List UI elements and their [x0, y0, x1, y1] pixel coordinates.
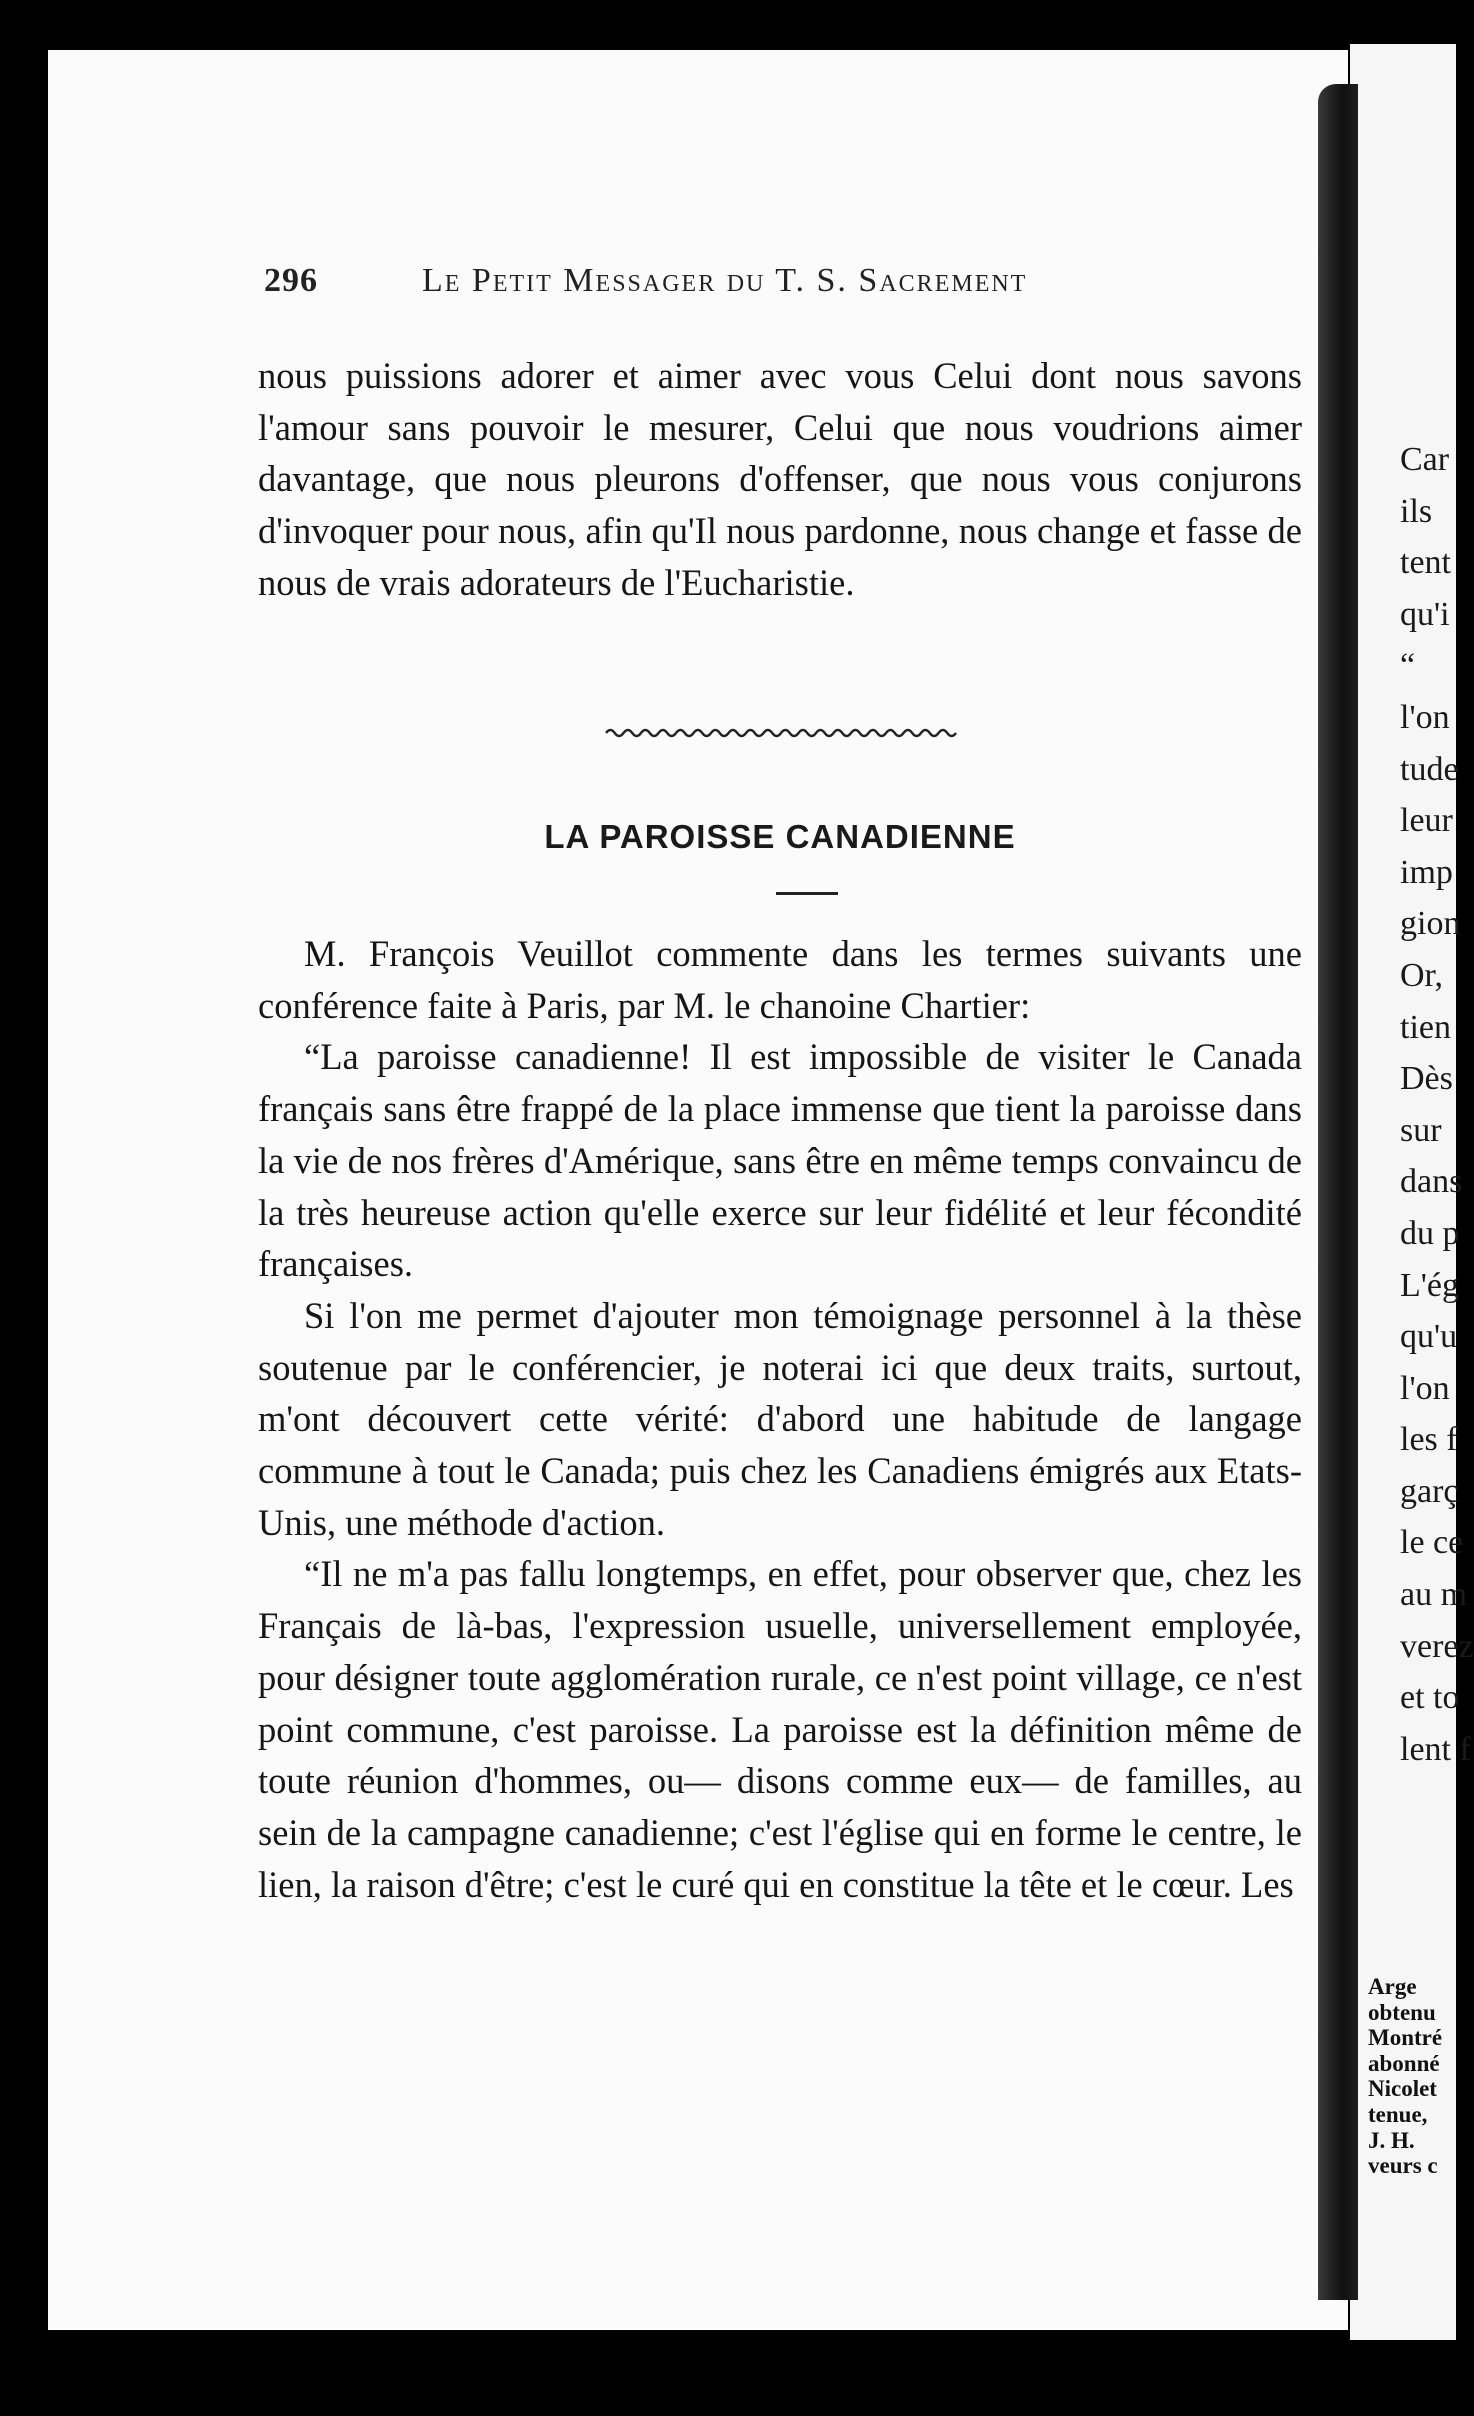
section-title: LA PAROISSE CANADIENNE — [544, 818, 1016, 855]
paragraph: Si l'on me permet d'ajouter mon témoignage personnel à la thèse soutenue par le conférencier, je noterai ici que deux traits, surtout, m'ont découvert cette vérité: d'abord une habitude de langage commune à tout le Canada; puis chez les Canadiens émigrés aux Etats-Unis, une méthode d'action. — [258, 1294, 1302, 1543]
facing-line: tien — [1400, 1008, 1451, 1046]
facing-line: dans — [1400, 1163, 1463, 1201]
paragraph: M. François Veuillot commente dans les termes suivants une conférence faite à Paris, par M. le chanoine Chartier: — [258, 933, 1302, 1026]
facing-line: le ce — [1400, 1524, 1464, 1562]
opening-paragraph: nous puissions adorer et aimer avec vous Celui dont nous savons l'amour sans pouvoir le mesurer, Celui que nous voudrions aimer davantage, que nous pleurons d'offenser, que nous vous conjurons d'invoquer pour nous, afin qu'Il nous pardonne, nous change et fasse de nous de vrais adorateurs de l'Eucharistie. — [258, 355, 1302, 603]
paragraph: “La paroisse canadienne! Il est impossible de visiter le Canada français sans être frappé de la place immense que tient la paroisse dans la vie de nos frères d'Amérique, sans être en même temps convaincu de la très heureuse action qu'elle exerce sur leur fidélité et leur fécondité françaises. — [258, 1036, 1302, 1285]
facing-page — [1350, 44, 1474, 2340]
facing-line: L'ég — [1400, 1266, 1459, 1304]
title-rule — [776, 892, 838, 895]
facing-line: l'on — [1400, 698, 1450, 736]
facing-line: Car — [1400, 441, 1450, 478]
facing-line: ils — [1400, 492, 1433, 530]
running-title: Le Petit Messager du T. S. Sacrement — [422, 262, 1028, 299]
facing-line: qu'i — [1400, 595, 1450, 633]
facing-footnote-line: tenue, — [1368, 2101, 1428, 2127]
page-number: 296 — [264, 262, 318, 299]
facing-line: gion — [1400, 905, 1461, 943]
facing-line: “ — [1400, 647, 1416, 685]
page-gutter — [1318, 84, 1358, 2300]
running-header — [264, 262, 1264, 306]
facing-line: qu'u — [1400, 1318, 1458, 1356]
facing-page-footnote — [1368, 1974, 1442, 2179]
facing-line: verez — [1400, 1627, 1474, 1665]
opening-paragraph-block — [258, 350, 1302, 609]
facing-footnote-line: abonné — [1368, 2050, 1440, 2076]
facing-footnote-line: J. H. — [1368, 2127, 1415, 2153]
facing-line: au m — [1400, 1576, 1468, 1614]
facing-footnote-line: veurs c — [1368, 2153, 1438, 2179]
facing-line: tude — [1400, 750, 1459, 788]
facing-line: du p — [1400, 1214, 1460, 1252]
facing-line: imp — [1400, 853, 1453, 891]
facing-line: tent — [1400, 544, 1451, 582]
facing-line: Or, — [1400, 956, 1444, 994]
facing-line: leur — [1400, 802, 1453, 840]
facing-line: lent f — [1400, 1730, 1471, 1768]
facing-footnote-line: Arge — [1368, 1974, 1417, 1999]
article-body — [258, 928, 1302, 1910]
facing-line: l'on — [1400, 1369, 1450, 1407]
facing-line: Dès — [1400, 1060, 1453, 1098]
wavy-ornament-divider — [606, 726, 956, 740]
facing-footnote-line: Nicolet — [1368, 2076, 1437, 2102]
facing-line: les f — [1400, 1421, 1458, 1459]
facing-line: garç — [1400, 1472, 1459, 1510]
paragraph: “Il ne m'a pas fallu longtemps, en effet, pour observer que, chez les Français de là-bas, l'expression usuelle, universellement employée, pour désigner toute agglomération rurale, ce n'est point village, ce n'est point commune, c'est paroisse. La paroisse est la définition même de toute réunion d'hommes, ou— disons comme eux— de familles, au sein de la campagne canadienne; c'est l'église qui en forme le centre, le lien, la raison d'être; c'est le curé qui en constitue la tête et le cœur. Les — [258, 1553, 1302, 1905]
facing-line: et to — [1400, 1679, 1460, 1717]
facing-footnote-line: Montré — [1368, 2025, 1443, 2051]
facing-line: sur — [1400, 1111, 1442, 1149]
facing-page-text — [1400, 434, 1474, 1775]
facing-footnote-line: obtenu — [1368, 1999, 1436, 2025]
